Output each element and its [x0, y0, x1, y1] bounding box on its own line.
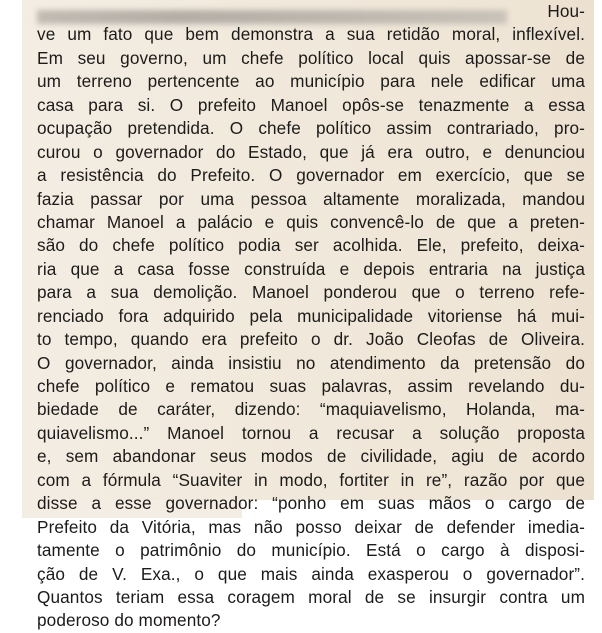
text-line: para a sua demolição. Manoel ponderou que o terreno refe- [37, 282, 585, 303]
text-line: fazia passar por uma pessoa altamente moralizada, mandou [37, 188, 585, 209]
text-line: com a fórmula “Suaviter in modo, fortiter in re”, razão por que [37, 469, 585, 490]
text-line: Quantos teriam essa coragem moral de se insurgir contra um [37, 586, 585, 607]
text-line: Prefeito da Vitória, mas não posso deixar de defender imedia- [37, 516, 585, 537]
text-line: curou o governador do Estado, que já era outro, e denunciou [37, 141, 585, 162]
text-line: são do chefe político podia ser acolhida. Ele, prefeito, deixa- [37, 235, 585, 256]
text-line: chamar Manoel a palácio e quis convencê-lo de que a preten- [37, 211, 585, 232]
text-line: poderoso do momento? [37, 610, 221, 631]
text-line: ção de V. Exa., o que mais ainda exasperou o governador”. [37, 563, 585, 584]
text-line: e, sem abandonar seus modos de civilidade, agiu de acordo [37, 446, 585, 467]
text-line: ria que a casa fosse construída e depois entraria na justiça [37, 258, 585, 279]
text-line: Em seu governo, um chefe político local quis apossar-se de [37, 47, 585, 68]
text-line: disse a esse governador: “ponho em suas mãos o cargo de [37, 493, 585, 514]
text-line: a resistência do Prefeito. O governador em exercício, que se [37, 165, 585, 186]
text-line: chefe político e rematou suas palavras, assim revelando du- [37, 376, 585, 396]
document-body [37, 0, 585, 633]
text-line: Hou- [547, 1, 585, 21]
text-line: quiavelismo...” Manoel tornou a recusar a solução proposta [37, 422, 585, 443]
text-line: casa para si. O prefeito Manoel opôs-se tenazmente a essa [37, 94, 585, 115]
text-line: ocupação pretendida. O chefe político assim contrariado, pro- [37, 118, 585, 139]
text-line: O governador, ainda insistiu no atendimento da pretensão do [37, 352, 585, 373]
text-line: tamente o patrimônio do município. Está o cargo à disposi- [37, 540, 585, 561]
text-line: biedade de caráter, dizendo: “maquiavelismo, Holanda, ma- [37, 399, 585, 420]
text-line: renciado fora adquirido pela municipalidade vitoriense há mui- [37, 305, 585, 326]
text-line: ve um fato que bem demonstra a sua retidão moral, inflexível. [37, 24, 585, 45]
text-line: to tempo, quando era prefeito o dr. João Cleofas de Oliveira. [37, 329, 585, 350]
text-line: um terreno pertencente ao município para nele edificar uma [37, 71, 585, 92]
